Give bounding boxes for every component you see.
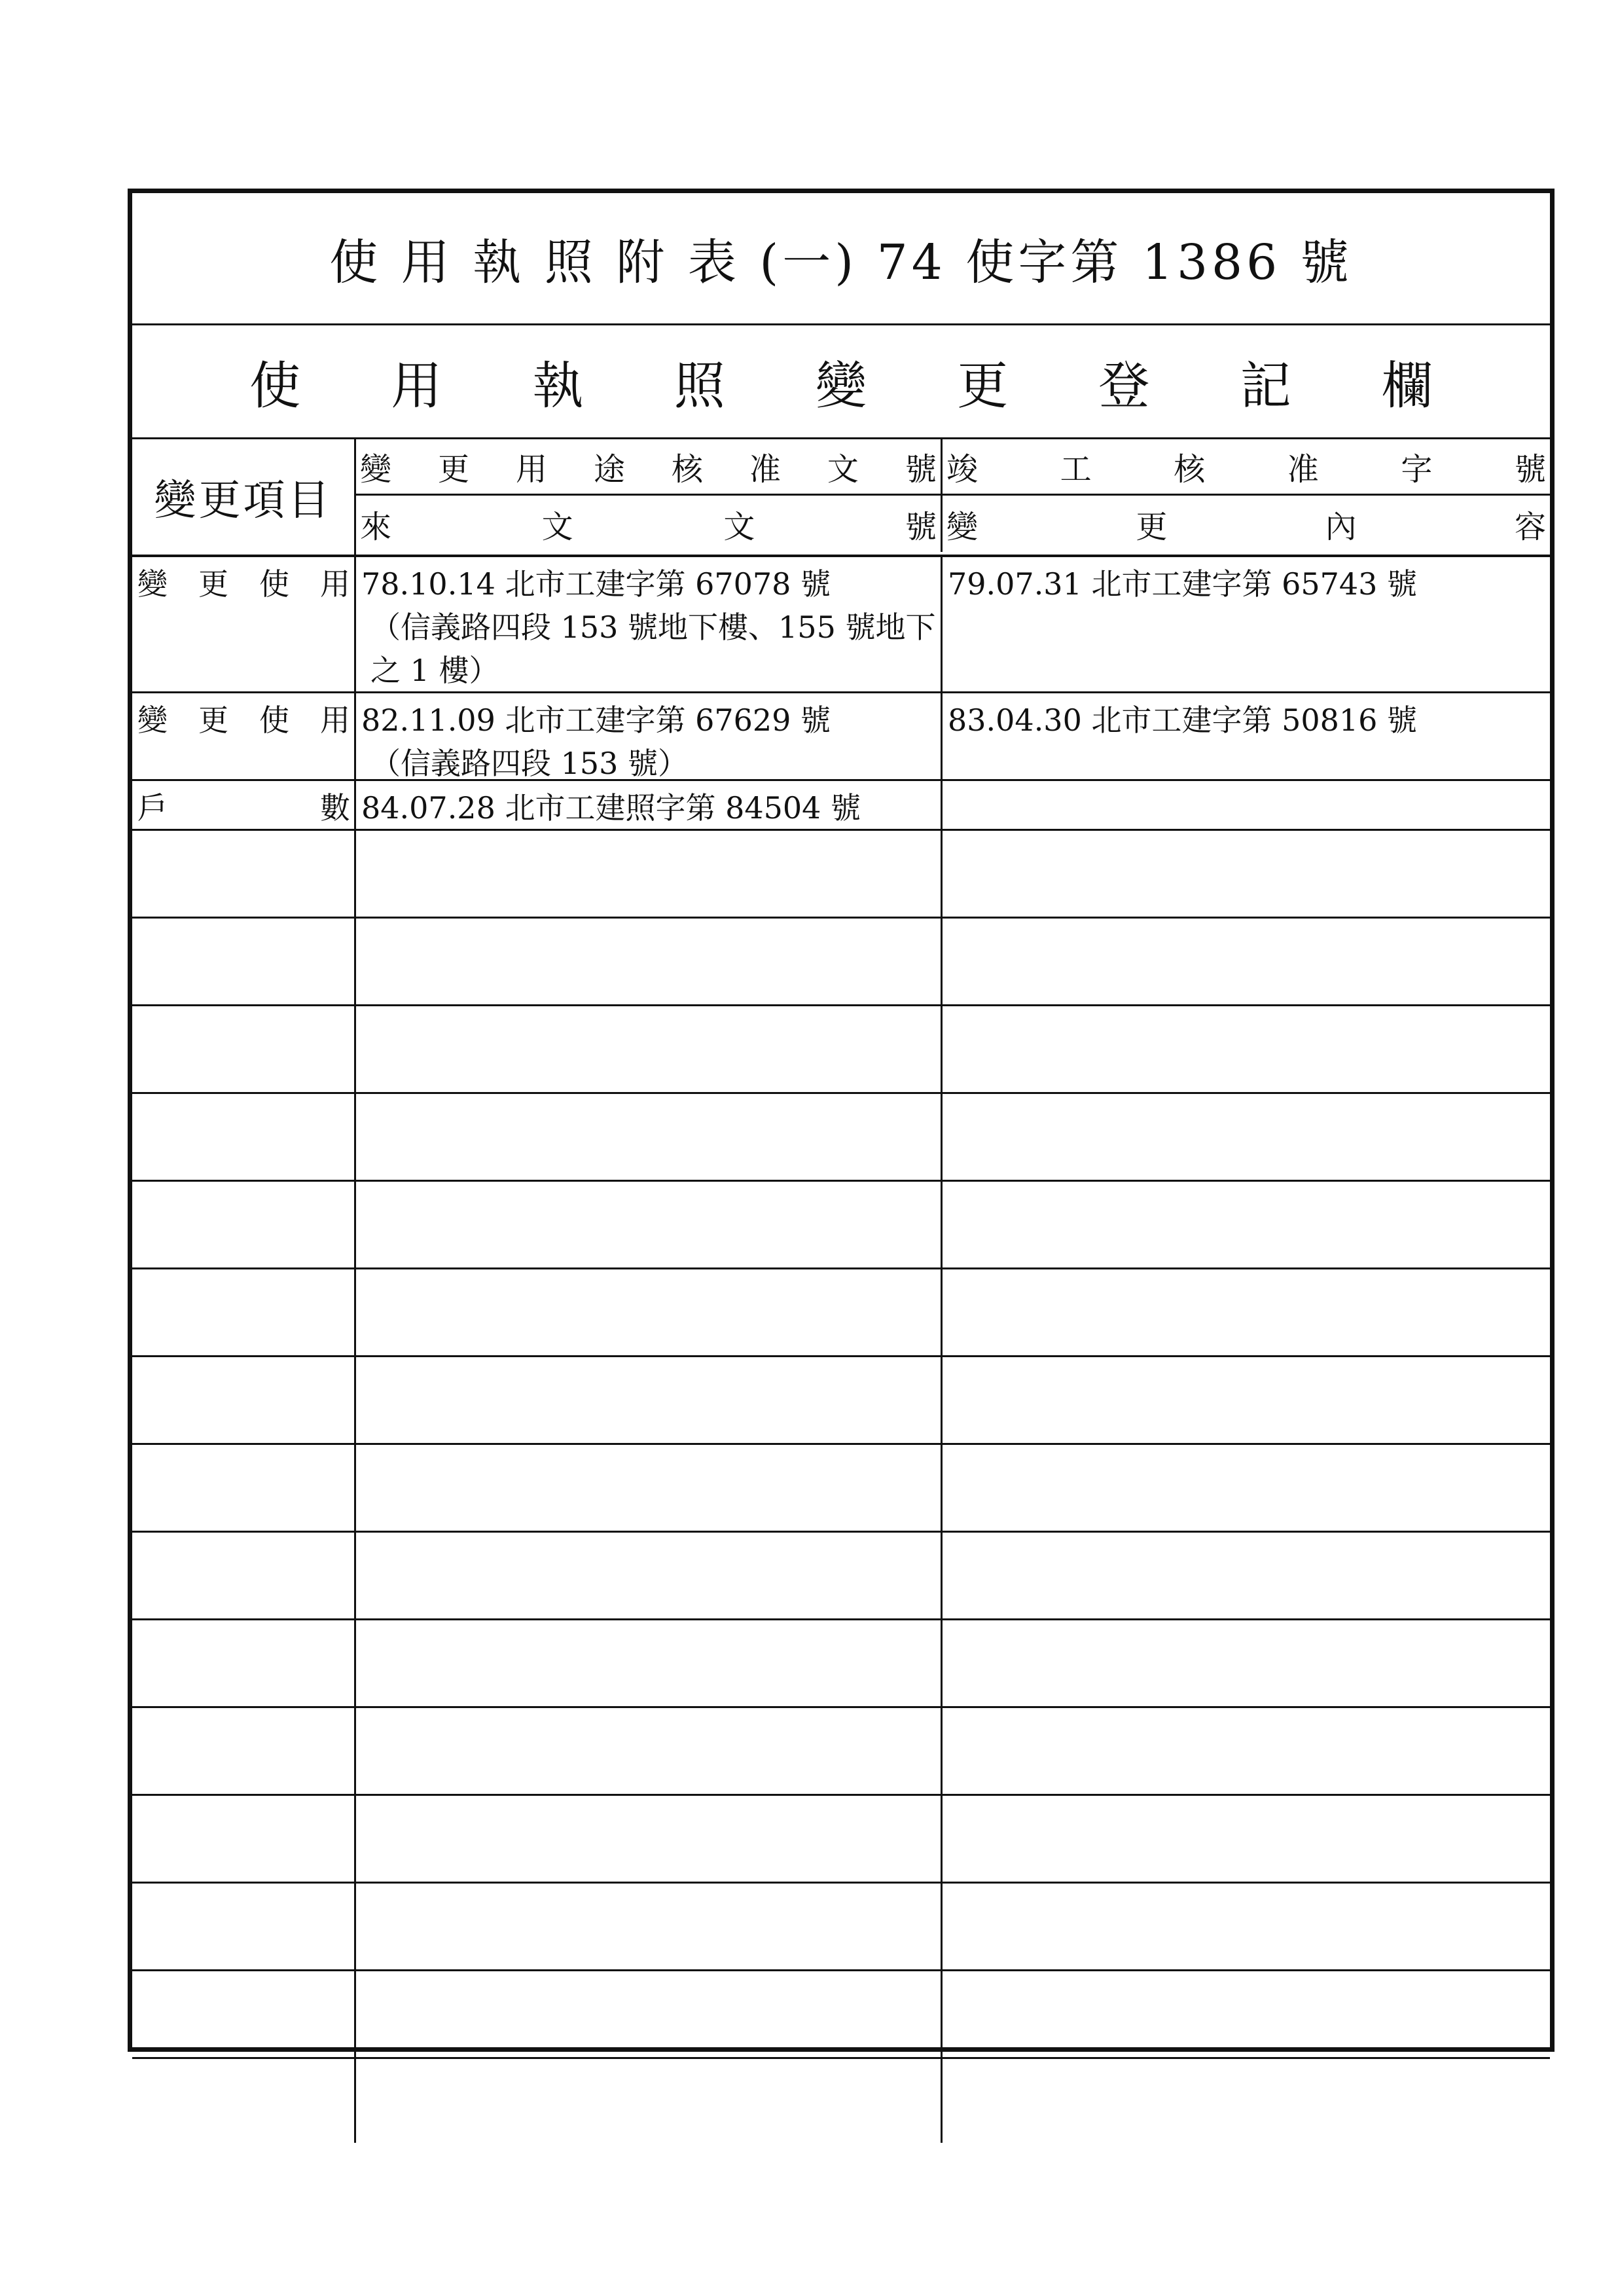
empty-row bbox=[132, 1971, 1550, 2059]
banner-char: 記 bbox=[1240, 356, 1291, 416]
approval-doc-note: （信義路四段 153 號地下樓、155 號地下之 1 樓） bbox=[370, 610, 936, 688]
empty-cell bbox=[356, 831, 943, 917]
banner-char: 變 bbox=[815, 356, 867, 416]
empty-cell bbox=[132, 1182, 356, 1267]
empty-row bbox=[132, 1884, 1550, 1971]
empty-row bbox=[132, 831, 1550, 919]
change-registration-banner bbox=[132, 325, 1550, 439]
empty-cell bbox=[943, 1884, 1550, 1969]
empty-cell bbox=[356, 1708, 943, 1794]
empty-cell bbox=[356, 1971, 943, 2057]
empty-cell bbox=[356, 1620, 943, 1706]
empty-cell bbox=[132, 1094, 356, 1180]
empty-cell bbox=[356, 1796, 943, 1882]
empty-row bbox=[132, 1094, 1550, 1182]
column-headers bbox=[132, 439, 1550, 557]
empty-cell bbox=[943, 831, 1550, 917]
banner-char: 使 bbox=[249, 356, 301, 416]
banner-char: 用 bbox=[391, 356, 442, 416]
completion-doc-cell bbox=[943, 781, 1550, 829]
empty-cell bbox=[356, 919, 943, 1004]
completion-doc-cell bbox=[943, 557, 1550, 691]
form-title bbox=[132, 193, 1550, 325]
empty-cell bbox=[943, 1796, 1550, 1882]
change-content-header: 變 更 內 容 bbox=[946, 508, 1546, 545]
empty-cell bbox=[943, 1269, 1550, 1355]
table-row bbox=[132, 693, 1550, 781]
empty-cell bbox=[356, 1182, 943, 1267]
empty-row bbox=[132, 1533, 1550, 1620]
usage-permit-form bbox=[128, 189, 1555, 2052]
table-row bbox=[132, 557, 1550, 693]
empty-cell bbox=[356, 1884, 943, 1969]
empty-cell bbox=[943, 1445, 1550, 1531]
empty-cell bbox=[943, 1620, 1550, 1706]
change-item-cell: 戶 數 bbox=[132, 781, 356, 829]
approval-doc-number: 84.07.28 北市工建照字第 84504 號 bbox=[361, 790, 861, 826]
completion-doc-cell bbox=[943, 693, 1550, 779]
banner-char: 照 bbox=[674, 356, 725, 416]
empty-cell bbox=[943, 1357, 1550, 1443]
empty-row bbox=[132, 2059, 1550, 2143]
approval-doc-cell bbox=[356, 781, 943, 829]
approval-doc-header: 變 更 用 途 核 准 文 號 bbox=[356, 439, 943, 496]
register-rows bbox=[132, 557, 1550, 2143]
change-item-cell: 變 更 使 用 bbox=[132, 693, 356, 779]
empty-row bbox=[132, 919, 1550, 1006]
empty-row bbox=[132, 1182, 1550, 1269]
completion-doc-number: 83.04.30 北市工建字第 50816 號 bbox=[948, 702, 1418, 738]
empty-cell bbox=[132, 831, 356, 917]
empty-row bbox=[132, 1006, 1550, 1094]
completion-doc-number: 79.07.31 北市工建字第 65743 號 bbox=[948, 566, 1418, 602]
empty-cell bbox=[943, 1182, 1550, 1267]
form-title-text: 使 用 執 照 附 表 (一) 74 使字第 1386 號 bbox=[329, 234, 1353, 291]
empty-cell bbox=[356, 1006, 943, 1092]
empty-cell bbox=[132, 1620, 356, 1706]
empty-cell bbox=[132, 919, 356, 1004]
banner-char: 執 bbox=[532, 356, 584, 416]
empty-cell bbox=[943, 919, 1550, 1004]
empty-cell bbox=[132, 1971, 356, 2057]
banner-char: 更 bbox=[957, 356, 1009, 416]
empty-row bbox=[132, 1269, 1550, 1357]
approval-doc-number: 82.11.09 北市工建字第 67629 號 bbox=[361, 702, 831, 738]
approval-doc-cell bbox=[356, 693, 943, 779]
empty-cell bbox=[356, 1094, 943, 1180]
empty-cell bbox=[132, 1796, 356, 1882]
empty-cell bbox=[132, 1708, 356, 1794]
empty-row bbox=[132, 1796, 1550, 1884]
empty-cell bbox=[132, 1269, 356, 1355]
empty-row bbox=[132, 1357, 1550, 1445]
incoming-doc-header: 來 文 文 號 bbox=[356, 496, 943, 552]
empty-cell bbox=[132, 1357, 356, 1443]
change-item-cell: 變 更 使 用 bbox=[132, 557, 356, 691]
approval-doc-number: 78.10.14 北市工建字第 67078 號 bbox=[361, 566, 831, 602]
empty-cell bbox=[943, 1006, 1550, 1092]
empty-cell bbox=[132, 2059, 356, 2143]
empty-cell bbox=[132, 1445, 356, 1531]
banner-char: 欄 bbox=[1381, 356, 1433, 416]
approval-doc-cell bbox=[356, 557, 943, 691]
empty-cell bbox=[356, 1357, 943, 1443]
approval-doc-note: （信義路四段 153 號） bbox=[370, 746, 689, 781]
empty-cell bbox=[356, 1269, 943, 1355]
empty-cell bbox=[943, 1533, 1550, 1618]
empty-row bbox=[132, 1708, 1550, 1796]
empty-cell bbox=[943, 2059, 1550, 2143]
empty-cell bbox=[356, 1445, 943, 1531]
empty-cell bbox=[132, 1533, 356, 1618]
empty-cell bbox=[132, 1884, 356, 1969]
empty-cell bbox=[356, 1533, 943, 1618]
empty-row bbox=[132, 1620, 1550, 1708]
change-item-header: 變更項目 bbox=[132, 439, 356, 555]
banner-char: 登 bbox=[1098, 356, 1150, 416]
empty-cell bbox=[943, 1094, 1550, 1180]
empty-cell bbox=[943, 1708, 1550, 1794]
empty-cell bbox=[132, 1006, 356, 1092]
table-row bbox=[132, 781, 1550, 831]
empty-cell bbox=[943, 1971, 1550, 2057]
empty-cell bbox=[356, 2059, 943, 2143]
empty-row bbox=[132, 1445, 1550, 1533]
completion-doc-header: 竣 工 核 准 字 號 bbox=[943, 439, 1550, 496]
